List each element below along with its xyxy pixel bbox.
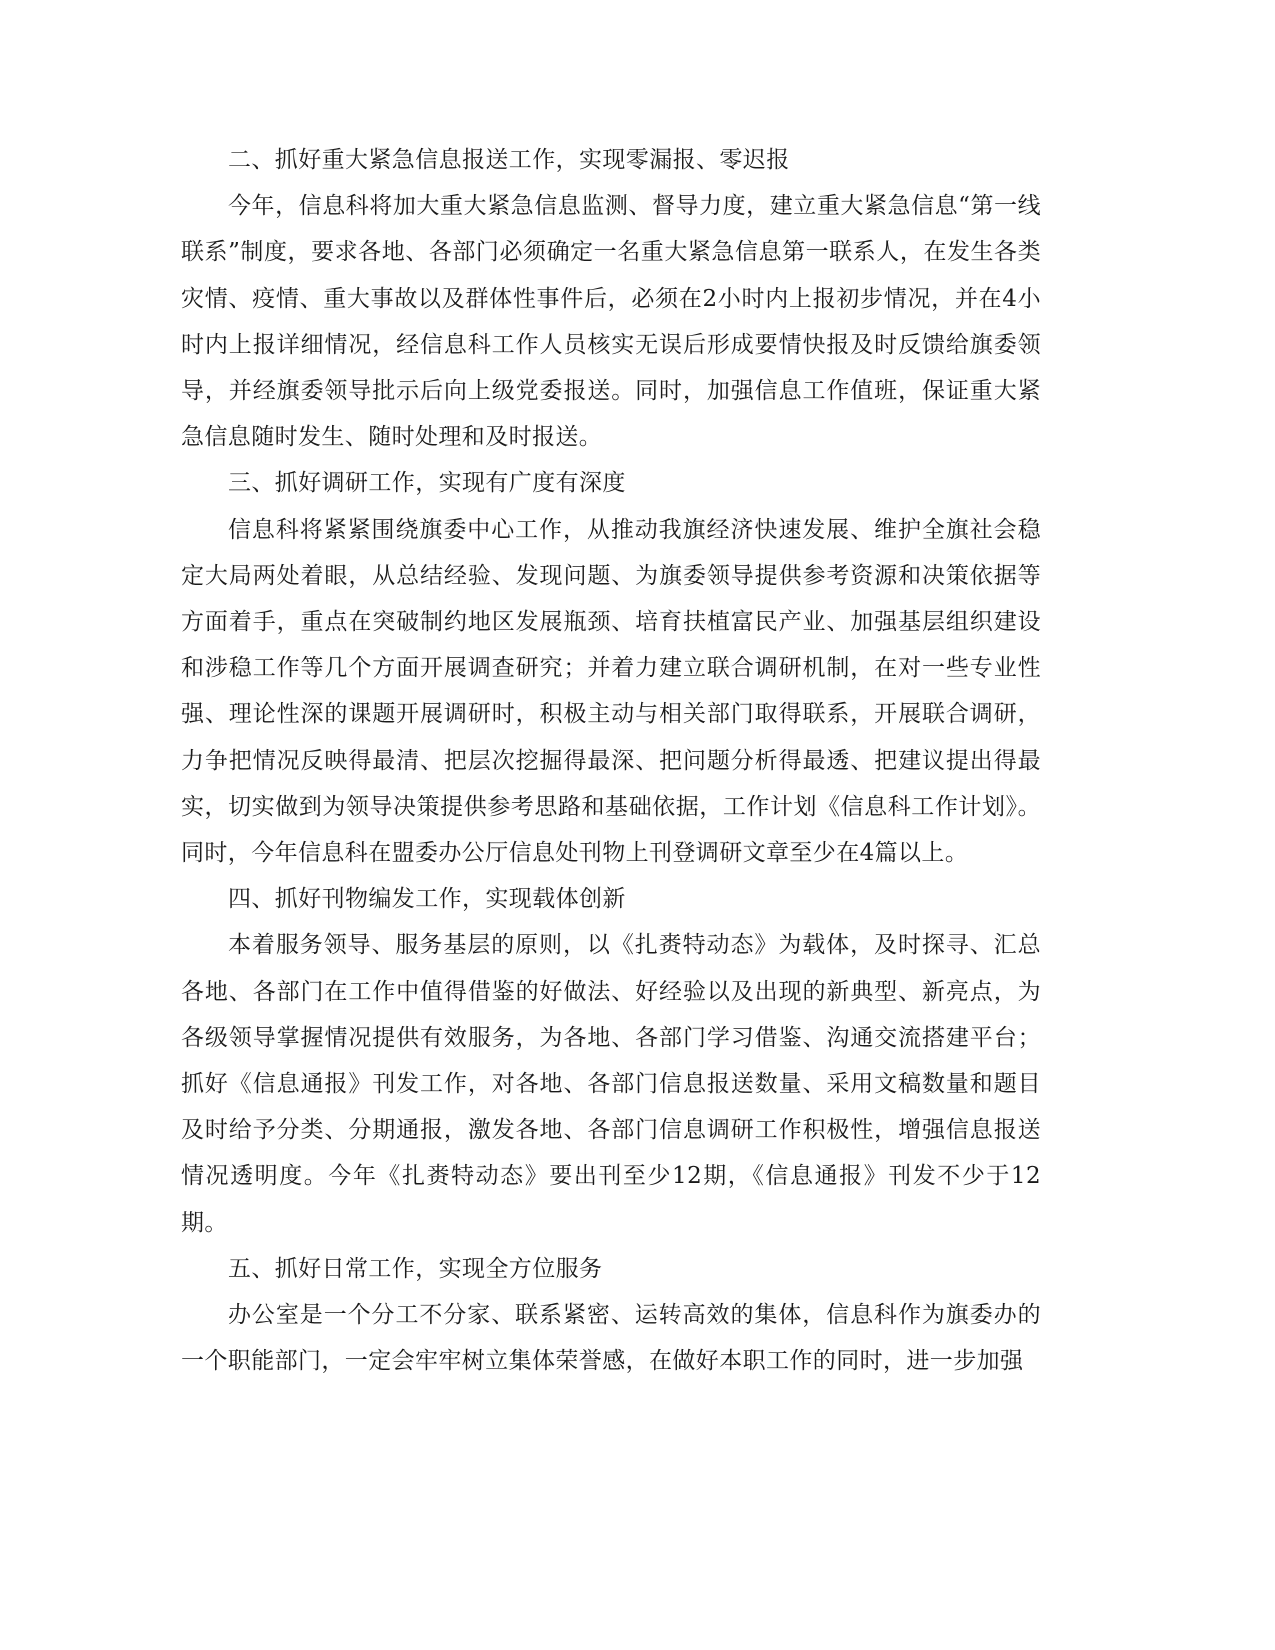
section-heading-4: 四、抓好刊物编发工作，实现载体创新	[228, 886, 626, 913]
section-body-3: 信息科将紧紧围绕旗委中心工作，从推动我旗经济快速发展、维护全旗社会稳定大局两处着眼，从总结经验、发现问题、为旗委领导提供参考资源和决策依据等方面着手，重点在突破制约地区发展瓶颈、培育扶植富民产业、加强基层组织建设和涉稳工作等几个方面开展调查研究；并着力建立联合调研机制，在对一些专业性强、理论性深的课题开展调研时，积极主动与相关部门取得联系，开展联合调研，力争把情况反映得最清、把层次挖掘得最深、把问题分析得最透、把建议提出得最实，切实做到为领导决策提供参考思路和基础依据，工作计划《信息科工作计划》。同时，今年信息科在盟委办公厅信息处刊物上刊登调研文章至少在4篇以上。	[181, 516, 1041, 867]
section-body-2: 今年，信息科将加大重大紧急信息监测、督导力度，建立重大紧急信息“第一线联系”制度，要求各地、各部门必须确定一名重大紧急信息第一联系人，在发生各类灾情、疫情、重大事故以及群体性事件后，必须在2小时内上报初步情况，并在4小时内上报详细情况，经信息科工作人员核实无误后形成要情快报及时反馈给旗委领导，并经旗委领导批示后向上级党委报送。同时，加强信息工作值班，保证重大紧急信息随时发生、随时处理和及时报送。	[181, 193, 1041, 451]
section-body-5: 办公室是一个分工不分家、联系紧密、运转高效的集体，信息科作为旗委办的一个职能部门，一定会牢牢树立集体荣誉感，在做好本职工作的同时，进一步加强	[181, 1302, 1041, 1375]
section-heading-2: 二、抓好重大紧急信息报送工作，实现零漏报、零迟报	[228, 147, 790, 173]
section-heading-3: 三、抓好调研工作，实现有广度有深度	[228, 470, 626, 497]
document-page	[181, 137, 1041, 1384]
section-body-4: 本着服务领导、服务基层的原则，以《扎赉特动态》为载体，及时探寻、汇总各地、各部门在工作中值得借鉴的好做法、好经验以及出现的新典型、新亮点，为各级领导掌握情况提供有效服务，为各地、各部门学习借鉴、沟通交流搭建平台；抓好《信息通报》刊发工作，对各地、各部门信息报送数量、采用文稿数量和题目及时给予分类、分期通报，激发各地、各部门信息调研工作积极性，增强信息报送情况透明度。今年《扎赉特动态》要出刊至少12期，《信息通报》刊发不少于12期。	[181, 932, 1041, 1236]
section-heading-5: 五、抓好日常工作，实现全方位服务	[228, 1255, 603, 1282]
